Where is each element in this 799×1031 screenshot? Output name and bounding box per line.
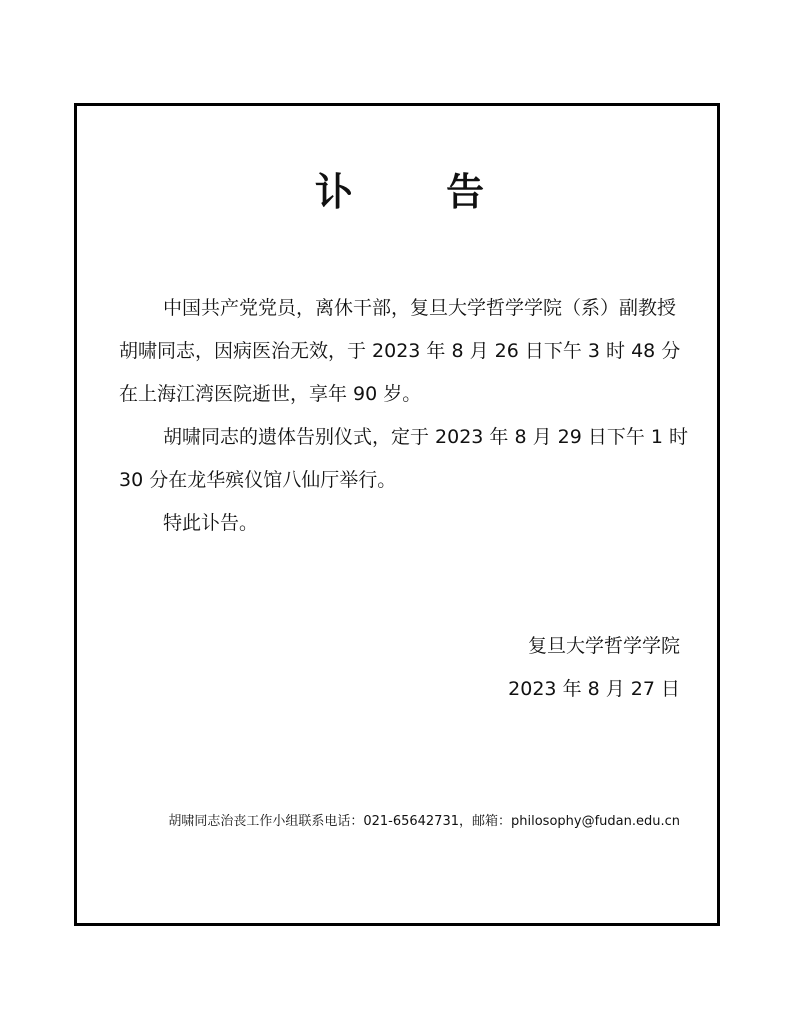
signature-block (508, 625, 680, 711)
signature-date: 2023 年 8 月 27 日 (508, 678, 680, 700)
notice-paragraph-announcement: 中国共产党党员，离休干部，复旦大学哲学学院（系）副教授胡啸同志，因病医治无效，于 2023 年 8 月 26 日下午 3 时 48 分在上海江湾医院逝世，享年 90 岁。 (119, 297, 681, 405)
notice-title: 讣 告 (314, 170, 525, 214)
contact-info: 胡啸同志治丧工作小组联系电话：021-65642731，邮箱：philosophy@fudan.edu.cn (168, 814, 680, 829)
notice-body (119, 287, 691, 545)
notice-paragraph-ceremony: 胡啸同志的遗体告别仪式，定于 2023 年 8 月 29 日下午 1 时 30 分在龙华殡仪馆八仙厅举行。 (119, 426, 689, 491)
signature-organization: 复旦大学哲学学院 (527, 635, 680, 657)
notice-paragraph-closing: 特此讣告。 (163, 512, 259, 534)
